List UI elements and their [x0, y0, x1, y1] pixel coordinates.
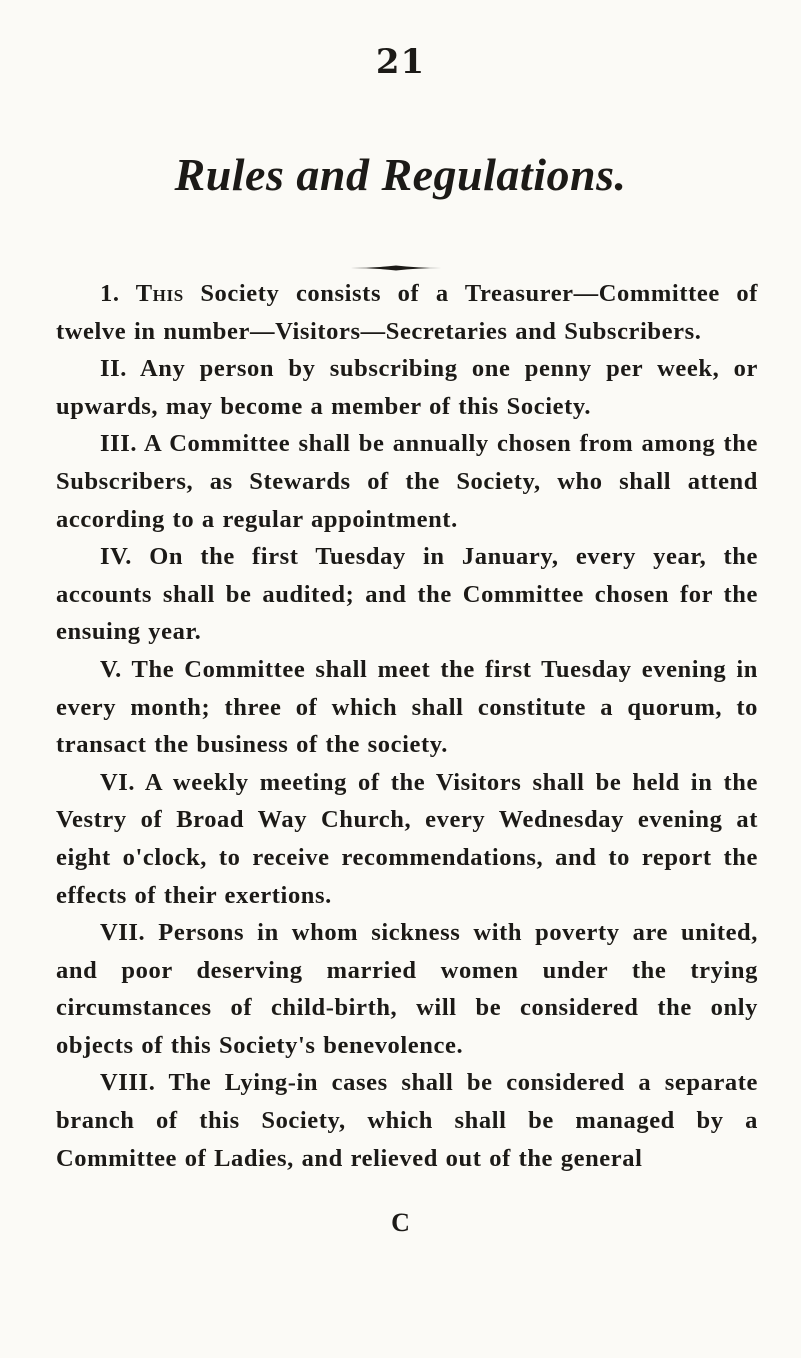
- rule-4: IV. On the first Tuesday in January, every year, the accounts shall be audited; and the Committee chosen for the ensuing year.: [56, 543, 758, 646]
- rule-3: III. A Committee shall be annually chosen from among the Subscribers, as Stewards of the Society, who shall attend according to a regular appointment.: [56, 430, 758, 533]
- page-number: 21: [375, 42, 426, 82]
- rule-1-lead: 1. This: [100, 280, 184, 307]
- ornamental-divider: [347, 265, 445, 271]
- rule-1-text: Society consists of a Treasurer—Committee of twelve in number—Visitors—Secretaries and Subscribers.: [56, 280, 758, 345]
- rule-1: [56, 275, 758, 350]
- rule-6: VI. A weekly meeting of the Visitors shall be held in the Vestry of Broad Way Church, every Wednesday evening at eight o'clock, to receive recommendations, and to report the effects of their exertions.: [56, 768, 758, 909]
- signature-mark: C: [391, 1208, 410, 1237]
- page-title: Rules and Regulations.: [174, 149, 627, 200]
- rule-8: VIII. The Lying-in cases shall be considered a separate branch of this Society, which shall be managed by a Committee of Ladies, and relieved out of the general: [56, 1069, 758, 1172]
- rule-7: VII. Persons in whom sickness with poverty are united, and poor deserving married women under the trying circumstances of child-birth, will be considered the only objects of this Society's benevolence.: [56, 919, 758, 1059]
- rule-2: II. Any person by subscribing one penny per week, or upwards, may become a member of this Society.: [56, 355, 758, 420]
- rule-5: V. The Committee shall meet the first Tuesday evening in every month; three of which shall constitute a quorum, to transact the business of the society.: [56, 655, 758, 759]
- rules-text: [56, 275, 758, 1177]
